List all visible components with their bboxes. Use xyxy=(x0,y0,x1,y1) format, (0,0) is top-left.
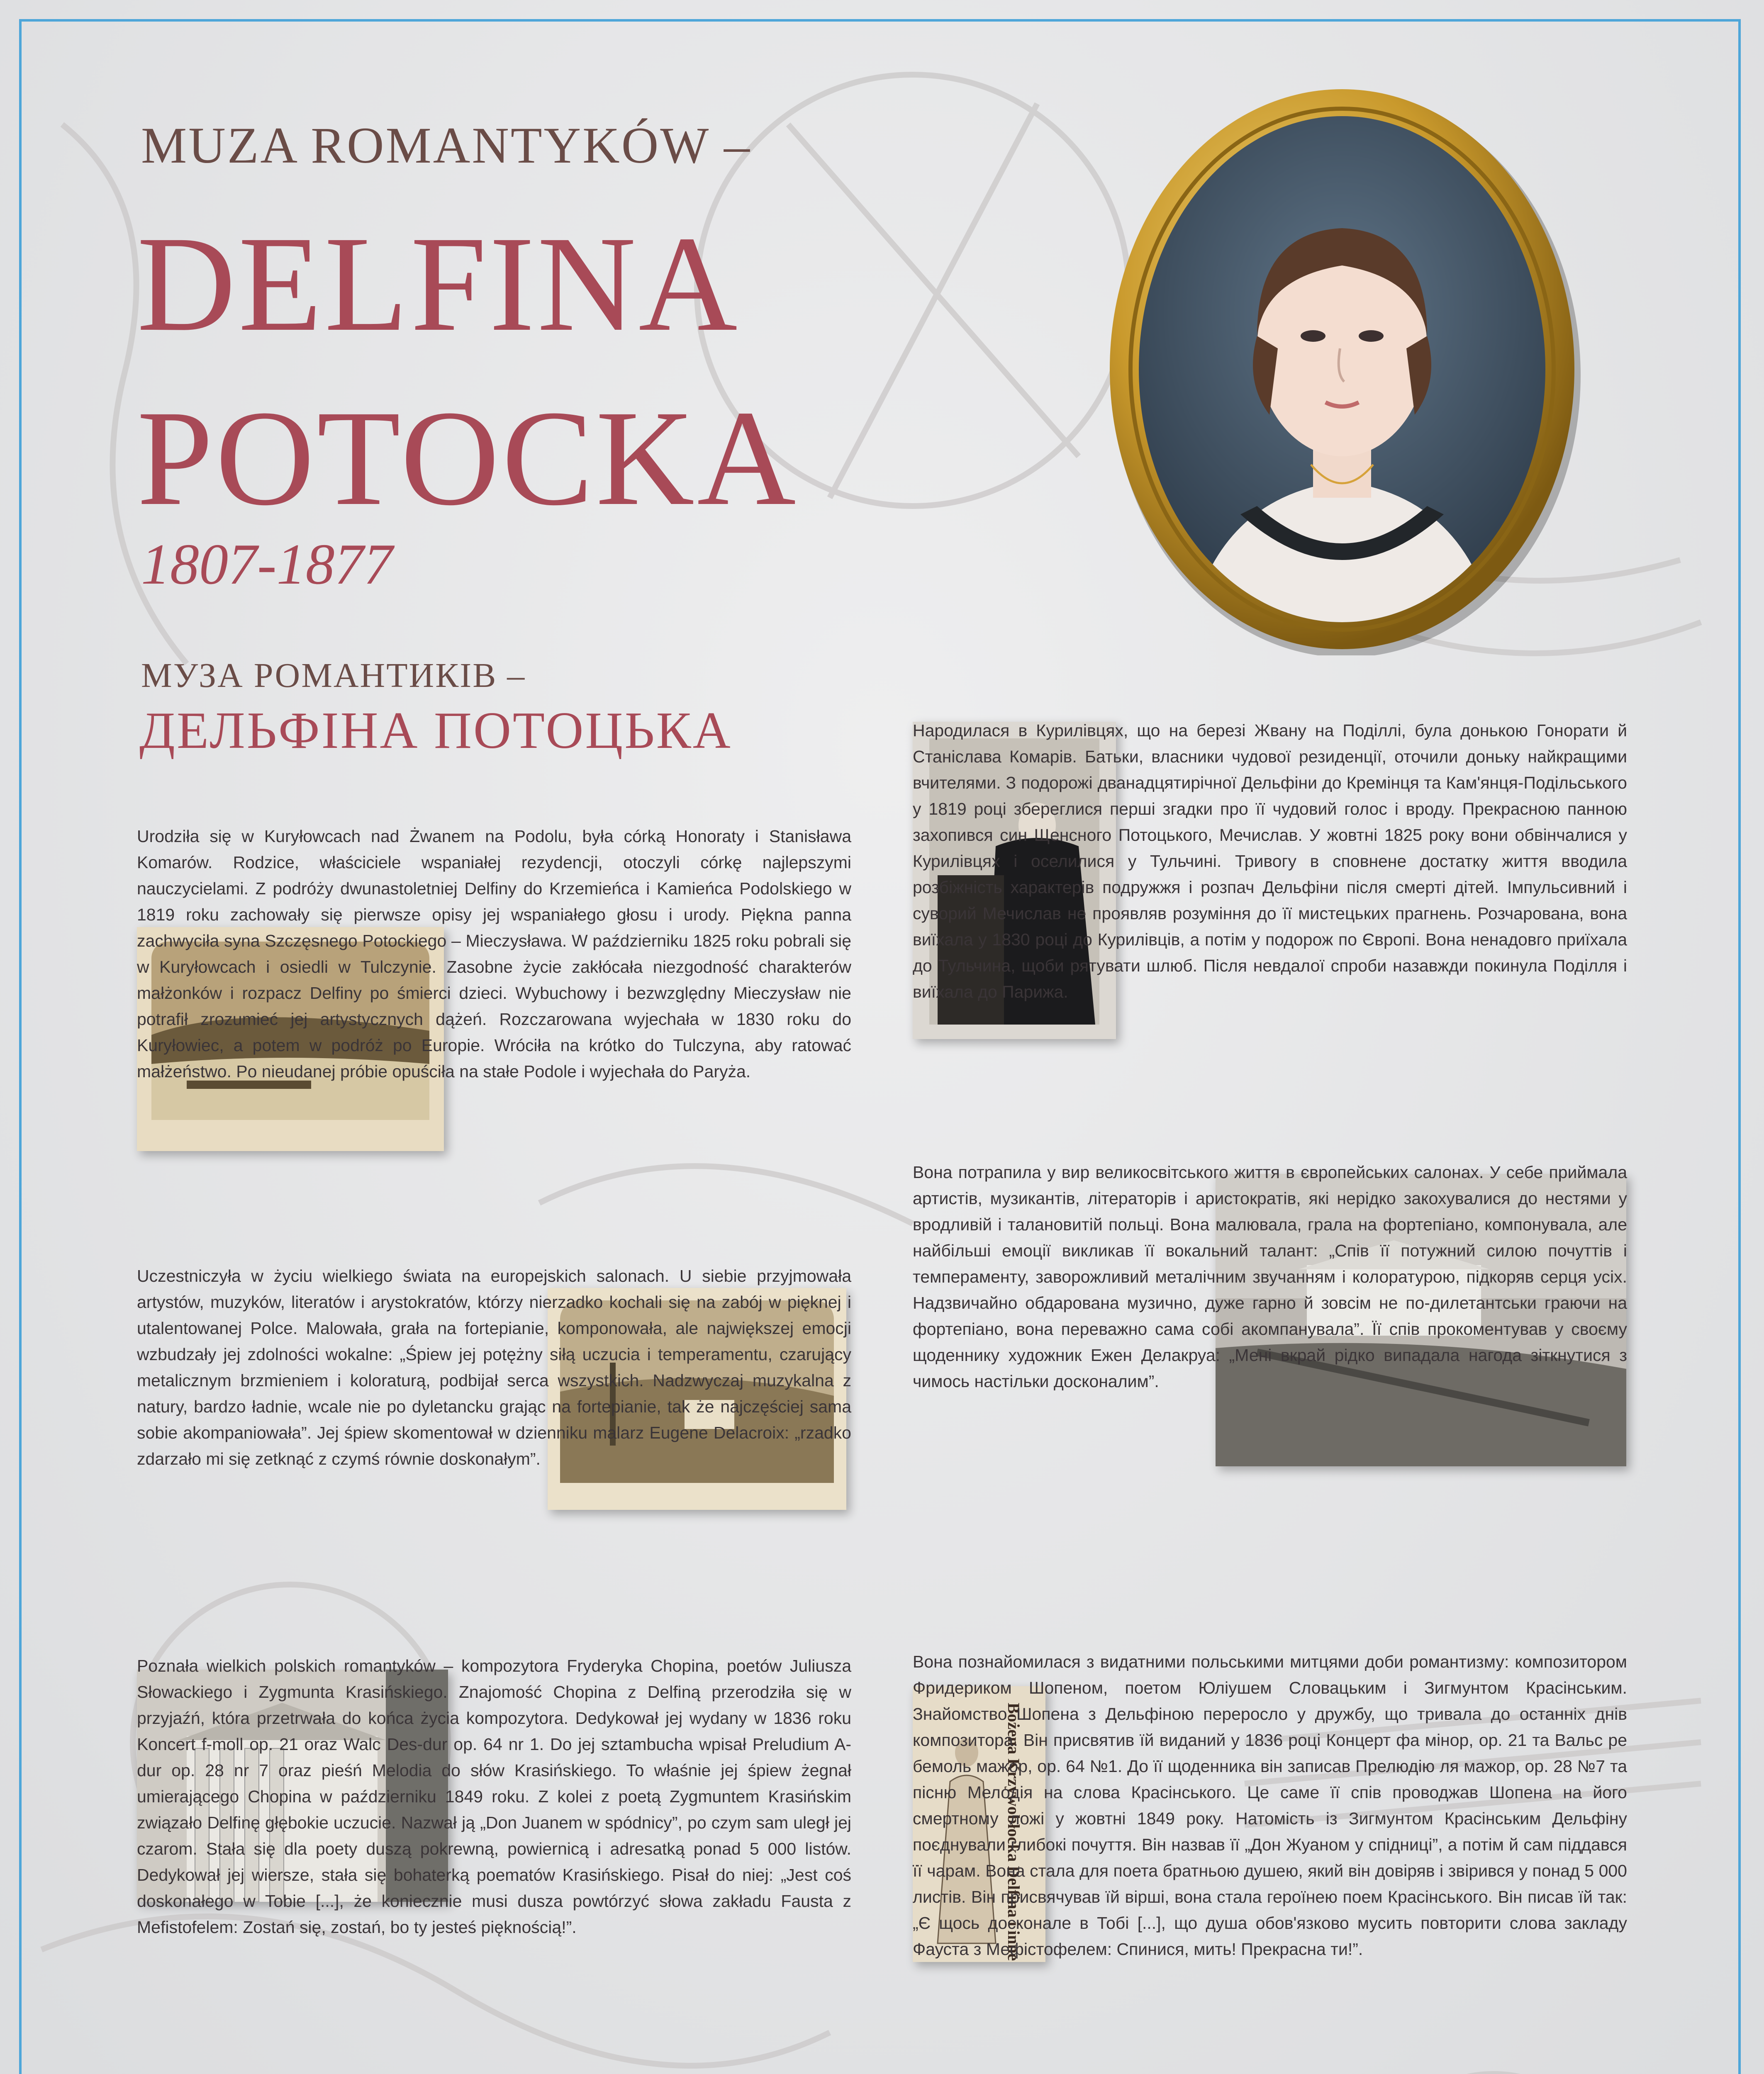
pl-paragraph-3: Poznała wielkich polskich romantyków – kompozytora Fryderyka Chopina, poetów Juliusza Słowackiego i Zygmunta Krasińskiego. Znajomość Chopina z Delfiną przerodziła się w przyjaźń, która przetrwała do końca życia kompozytora. Dedykował jej wydany w 1836 roku Koncert f-moll op. 21 oraz Walc Des-dur op. 64 nr 1. Do jej sztambucha wpisał Preludium A-dur op. 28 nr 7 oraz pieśń Melodia do słów Krasińskiego. To właśnie jej śpiew żegnał umierającego Chopina w październiku 1849 roku. Z kolei z poetą Zygmuntem Krasińskim związało Delfinę głębokie uczucie. Nazwał ją „Don Juanem w spódnicy”, po czym sam uległ jej czarom. Stała się dla poety duszą pokrewną, powiernicą i adresatką ponad 5 000 listów. Dedykował jej wiersze, stała się bohaterką poematów Krasińskiego. Pisał do niej: „Jest coś doskonałego w Tobie [...], że koniecznie musi dusza powtórzyć słowa zakładu Fausta z Mefistofelem: Zostań się, zostań, bo ty jesteś pięknością!”. xyxy=(137,1656,851,1937)
portrait-icon xyxy=(1104,83,1581,655)
pl-paragraph-1: Urodziła się w Kuryłowcach nad Żwanem na Podolu, była córką Honoraty i Stanisława Komarów. Rodzice, właściciele wspaniałej rezydencji, otoczyli córkę najlepszymi nauczycielami. Z podróży dwunastoletniej Delfiny do Krzemieńca i Kamieńca Podolskiego w 1819 roku zachowały się pierwsze opisy jej wspaniałego głosu i urody. Piękna panna zachwyciła syna Szczęsnego Potockiego – Mieczysława. W październiku 1825 roku pobrali się w Kuryłowcach i osiedli w Tulczynie. Zasobne życie zakłócała niezgodność charakterów małżonków i rozpacz Delfiny po śmierci dzieci. Wybuchowy i bezwzględny Mieczysław nie potrafił zrozumieć jej artystycznych dążeń. Rozczarowana wyjechała w 1830 roku do Kuryłowiec, a potem w podróż po Europie. Wróciła na krótko do Tulczyna, aby ratować małżeństwo. Po nieudanej próbie opuściła na stałe Podole i wyjechała do Paryża. xyxy=(137,827,851,1081)
title-last-name: POTOCKA xyxy=(137,382,799,534)
ua-paragraph-2: Вона потрапила у вир великосвітського життя в європейських салонах. У себе приймала артистів, музикантів, літераторів і аристократів, які нерідко закохувалися до нестями у вродливій і талановитій польці. Вона малювала, грала на фортепіано, компонувала, але найбільші емоції викликав її вокальний талант: „Спів її потужний силою почуттів і темпераменту, заворожливий металічним звучанням і колоратурою, підкоряв серця усіх. Надзвичайно обдарована музично, дуже гарно й зовсім не по-дилетантськи граючи на фортепіано, вона переважно сама собі акомпанувала”. Її спів прокоментував у своєму щоденнику художник Ежен Делакруа: „Мені вкрай рідко випадала нагода зіткнутися з чимось настільки досконалим”. xyxy=(913,1163,1627,1391)
title-polish-subtitle: MUZA ROMANTYKÓW – xyxy=(141,117,752,174)
title-ukrainian-subtitle: МУЗА РОМАНТИКІВ – xyxy=(141,656,526,695)
pl-paragraph-2: Uczestniczyła w życiu wielkiego świata na europejskich salonach. U siebie przyjmowała artystów, muzyków, literatów i arystokratów, którzy nierzadko kochali się na zabój w pięknej i utalentowanej Polce. Malowała, grała na fortepianie, komponowała, ale największej emocji wzbudzały jej zdolności wokalne: „Śpiew jej potężny siłą uczucia i temperamentu, czarujący metalicznym brzmieniem i koloraturą, podbijał serca wszystkich. Nadzwyczaj muzykalna z natury, bardzo ładnie, wcale nie po dyletancku grając na fortepianie, tak że najczęściej sama sobie akompaniowała”. Jej śpiew skomentował w dzienniku malarz Eugene Delacroix: „rzadko zdarzało mi się zetknąć z czymś równie doskonałym”. xyxy=(137,1266,851,1468)
book-title: Bożena Krzywobłocka Delfina i inne xyxy=(1004,1703,1023,1961)
ua-paragraph-1: Народилася в Курилівцях, що на березі Жвану на Поділлі, була донькою Гонорати й Станіслава Комарів. Батьки, власники чудової резиденції, оточили доньку найкращими вчителями. З подорожі дванадцятирічної Дельфіни до Кремінця та Кам'янця-Подільського у 1819 році збереглися перші згадки про її чудовий голос і вроду. Прекрасною панною захопився син Щенсного Потоцького, Мечислав. У жовтні 1825 року вони обвінчалися у Курилівцях і оселилися у Тульчині. Тривогу в сповнене достатку життя вводила розбіжність характерів подружжя і розпач Дельфіни після смерті дітей. Імпульсивний і суворий Мечислав не проявляв розуміння до її мистецьких прагнень. Розчарована, вона виїхала у 1830 році до Курилівців, а потім у подорож по Європі. Вона ненадовго приїхала до Тульчина, щоби рятувати шлюб. Після невдалої спроби назавжди покинула Поділля і виїхала до Парижа. xyxy=(913,721,1627,1001)
title-years: 1807-1877 xyxy=(141,532,393,596)
title-ukrainian-name: ДЕЛЬФІНА ПОТОЦЬКА xyxy=(139,702,732,759)
title-first-name: DELFINA xyxy=(137,208,740,360)
portrait-medallion xyxy=(1104,83,1581,655)
ua-paragraph-3: Вона познайомилася з видатними польськими митцями доби романтизму: композитором Фридериком Шопеном, поетом Юліушем Словацьким і Зигмунтом Красінським. Знайомство Шопена з Дельфіною переросло у дружбу, що тривала до останніх днів композитора. Він присвятив їй виданий у 1836 році Концерт фа мінор, op. 21 та Вальс ре бемоль мажор, op. 64 №1. До її щоденника він записав Прелюдію ля мажор, op. 28 №7 та пісню Мелодія на слова Красінського. Це саме її спів проводжав Шопена на його смертному ложі у жовтні 1849 року. Натомість із Зигмунтом Красінським Дельфіну поєднували глибокі почуття. Він назвав її „Дон Жуаном у спідниці”, а потім й сам піддався її чарам. Вона стала для поета братньою душею, який він довіряв і звірився у понад 5 000 листів. Він присвячував їй вірші, вона стала героїнею поем Красінського. Він писав їй так: „Є щось досконале в Тобі [...], що душа обов'язково мусить повторити слова закладу Фауста з Мефістофелем: Спинися, мить! Прекрасна ти!”. xyxy=(913,1652,1627,1959)
